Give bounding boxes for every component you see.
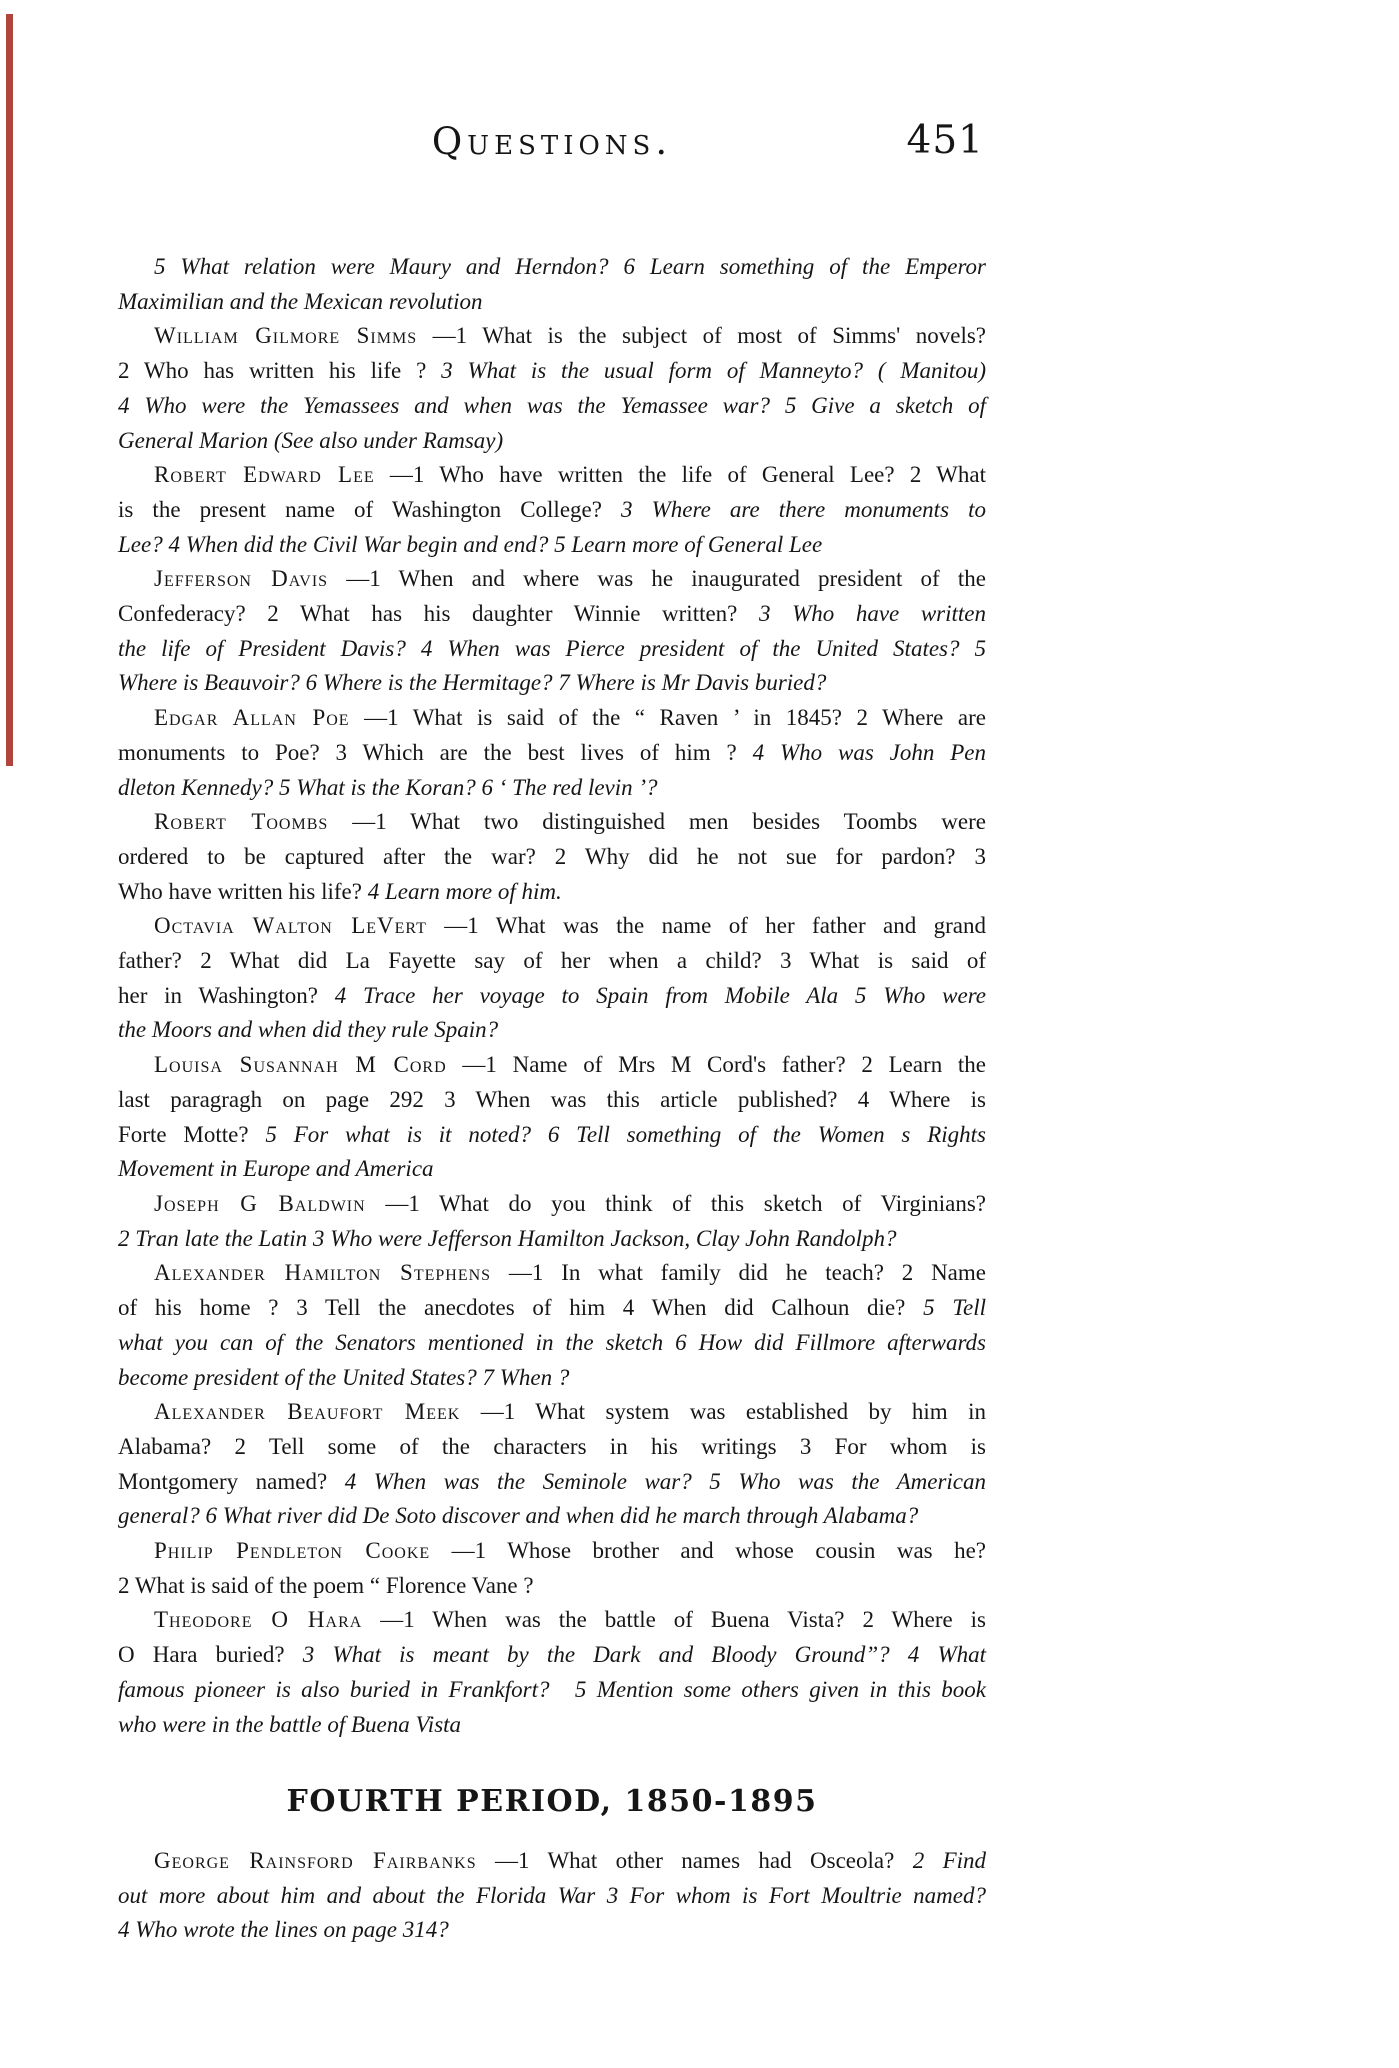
italic-text: 4 Trace her voyage to Spain from Mobile Ala 5 Who were: [334, 982, 986, 1008]
page-number: 451: [906, 118, 984, 163]
text-line: [118, 424, 986, 459]
italic-text: Maximilian and the Mexican revolution: [118, 288, 483, 314]
italic-text: Movement in Europe and America: [118, 1156, 434, 1182]
body-text: her in Washington?: [118, 982, 335, 1008]
italic-text: general? 6 What river did De Soto discover and when did he march through Alabama?: [118, 1503, 919, 1529]
author-name: George Rainsford Fairbanks: [154, 1848, 477, 1873]
text-line: [118, 1708, 986, 1743]
italic-text: 3 Where are there monuments to: [621, 496, 986, 522]
author-name: Robert Toombs: [154, 809, 329, 835]
page-header: [118, 120, 986, 163]
text-line: [118, 1395, 986, 1430]
author-name: William Gilmore Simms: [154, 323, 418, 349]
italic-text: 5 What relation were Maury and Herndon? 6 Learn something of the Emperor: [154, 254, 986, 279]
body-text: Alabama? 2 Tell some of the characters in his writings 3 For whom is: [118, 1433, 986, 1459]
italic-text: 4 Who was John Pen: [752, 739, 986, 765]
italic-text: who were in the battle of Buena Vista: [118, 1711, 462, 1737]
italic-text: 2 Tran late the Latin 3 Who were Jefferson Hamilton Jackson, Clay John Randolph?: [118, 1225, 897, 1251]
italic-text: 3 What is the usual form of Manneyto? ( Manitou): [441, 358, 986, 384]
author-name: Theodore O Hara: [154, 1607, 363, 1633]
page-content: [118, 0, 986, 2068]
italic-text: 5 For what is it noted? 6 Tell something of the Women s Rights: [265, 1121, 986, 1147]
page-title: Questions.: [431, 120, 673, 163]
body-text: —1 Name of Mrs M Cord's father? 2 Learn the: [446, 1052, 987, 1078]
italic-text: 5 Tell: [923, 1295, 986, 1321]
text-line: [118, 597, 986, 632]
body-text: —1 In what family did he teach? 2 Name: [491, 1260, 986, 1286]
text-line: [118, 666, 986, 701]
body-text: —1 What do you think of this sketch of Virginians?: [365, 1190, 987, 1216]
text-line: [118, 632, 986, 667]
text-line: [118, 875, 986, 910]
italic-text: out more about him and about the Florida War 3 For whom is Fort Moultrie named?: [118, 1882, 986, 1908]
author-name: Edgar Allan Poe: [154, 705, 350, 731]
italic-text: 3 Who have written: [758, 601, 986, 627]
italic-text: 3 What is meant by the Dark and Bloody Ground”? 4 What: [302, 1642, 987, 1668]
body-text: —1 When and where was he inaugurated president of the: [328, 566, 986, 592]
text-line: [118, 1013, 986, 1048]
text-body-after: [118, 1844, 986, 1948]
author-name: Louisa Susannah M Cord: [154, 1052, 447, 1078]
body-text: —1 When was the battle of Buena Vista? 2 Where is: [362, 1607, 986, 1633]
body-text: father? 2 What did La Fayette say of her when a child? 3 What is said of: [118, 948, 986, 974]
text-line: [118, 493, 986, 528]
text-line: [118, 1048, 986, 1083]
text-line: [118, 1152, 986, 1187]
italic-text: 4 When was the Seminole war? 5 Who was the American: [344, 1468, 986, 1494]
text-line: [118, 528, 986, 563]
text-line: [118, 1638, 986, 1673]
italic-text: 4 Who wrote the lines on page 314?: [118, 1917, 449, 1943]
body-text: Forte Motte?: [118, 1121, 266, 1147]
body-text: monuments to Poe? 3 Which are the best lives of him ?: [118, 739, 753, 765]
author-name: Joseph G Baldwin: [154, 1190, 366, 1216]
author-name: Alexander Hamilton Stephens: [154, 1260, 492, 1286]
text-line: [118, 1534, 986, 1569]
text-line: [118, 1879, 986, 1914]
text-line: [118, 1430, 986, 1465]
text-line: [118, 1499, 986, 1534]
author-name: Octavia Walton LeVert: [154, 913, 427, 939]
text-line: [118, 1083, 986, 1118]
text-line: [118, 1844, 986, 1879]
body-text: —1 What two distinguished men besides Toombs were: [328, 809, 986, 835]
author-name: Robert Edward Lee: [154, 462, 375, 488]
body-text: O Hara buried?: [118, 1642, 303, 1668]
text-line: [118, 1465, 986, 1500]
body-text: Who have written his life?: [118, 878, 368, 904]
text-line: [118, 736, 986, 771]
body-text: —1 What system was established by him in: [460, 1399, 986, 1425]
scan-edge-mark: [6, 14, 13, 766]
body-text: —1 Whose brother and whose cousin was he?: [430, 1538, 986, 1564]
text-line: [118, 250, 986, 285]
author-name: Philip Pendleton Cooke: [154, 1538, 431, 1564]
text-line: [118, 909, 986, 944]
body-text: —1 What is the subject of most of Simms' novels?: [417, 323, 987, 349]
body-text: is the present name of Washington College?: [118, 496, 622, 522]
italic-text: Lee? 4 When did the Civil War begin and end? 5 Learn more of General Lee: [118, 531, 823, 557]
body-text: of his home ? 3 Tell the anecdotes of him 4 When did Calhoun die?: [118, 1295, 924, 1321]
body-text: 2 What is said of the poem “ Florence Vane ?: [118, 1572, 534, 1598]
text-line: [118, 840, 986, 875]
body-text: —1 What is said of the “ Raven ’ in 1845? 2 Where are: [349, 705, 986, 731]
italic-text: dleton Kennedy? 5 What is the Koran? 6 ‘ The red levin ’?: [118, 774, 658, 800]
body-text: —1 Who have written the life of General Lee? 2 What: [374, 462, 986, 488]
body-text: Confederacy? 2 What has his daughter Winnie written?: [118, 601, 759, 627]
text-line: [118, 771, 986, 806]
section-heading: FOURTH PERIOD, 1850-1895: [286, 1784, 818, 1819]
text-line: [118, 1187, 986, 1222]
text-line: [118, 701, 986, 736]
text-line: [118, 354, 986, 389]
text-line: [118, 1673, 986, 1708]
text-line: [118, 1256, 986, 1291]
text-line: [118, 319, 986, 354]
italic-text: 2 Find: [912, 1848, 987, 1873]
text-line: [118, 944, 986, 979]
text-line: [118, 979, 986, 1014]
body-text: —1 What other names had Osceola?: [476, 1848, 913, 1873]
text-line: [118, 1569, 986, 1604]
text-line: [118, 805, 986, 840]
text-line: [118, 1361, 986, 1396]
author-name: Alexander Beaufort Meek: [154, 1399, 461, 1425]
body-text: Montgomery named?: [118, 1468, 345, 1494]
body-text: ordered to be captured after the war? 2 Why did he not sue for pardon? 3: [118, 843, 986, 869]
text-line: [118, 1603, 986, 1638]
italic-text: General Marion (See also under Ramsay): [118, 427, 504, 453]
body-text: —1 What was the name of her father and grand: [426, 913, 987, 939]
body-text: 2 Who has written his life ?: [118, 358, 442, 384]
text-line: [118, 1913, 986, 1948]
italic-text: the life of President Davis? 4 When was Pierce president of the United States? 5: [118, 635, 986, 661]
italic-text: Where is Beauvoir? 6 Where is the Hermitage? 7 Where is Mr Davis buried?: [118, 670, 827, 696]
italic-text: become president of the United States? 7 When ?: [118, 1364, 570, 1390]
text-line: [118, 562, 986, 597]
italic-text: 4 Learn more of him.: [367, 878, 562, 904]
italic-text: famous pioneer is also buried in Frankfort? 5 Mention some others given in this book: [118, 1676, 986, 1702]
author-name: Jefferson Davis: [154, 566, 329, 592]
text-line: [118, 1291, 986, 1326]
italic-text: the Moors and when did they rule Spain?: [118, 1017, 499, 1043]
text-line: [118, 389, 986, 424]
text-body: [118, 250, 986, 1742]
text-line: [118, 1326, 986, 1361]
text-line: [118, 458, 986, 493]
italic-text: what you can of the Senators mentioned in the sketch 6 How did Fillmore afterwards: [118, 1329, 986, 1355]
body-text: last paragragh on page 292 3 When was this article published? 4 Where is: [118, 1086, 986, 1112]
text-line: [118, 1222, 986, 1257]
text-line: [118, 1118, 986, 1153]
italic-text: 4 Who were the Yemassees and when was the Yemassee war? 5 Give a sketch of: [118, 392, 986, 418]
text-line: [118, 285, 986, 320]
